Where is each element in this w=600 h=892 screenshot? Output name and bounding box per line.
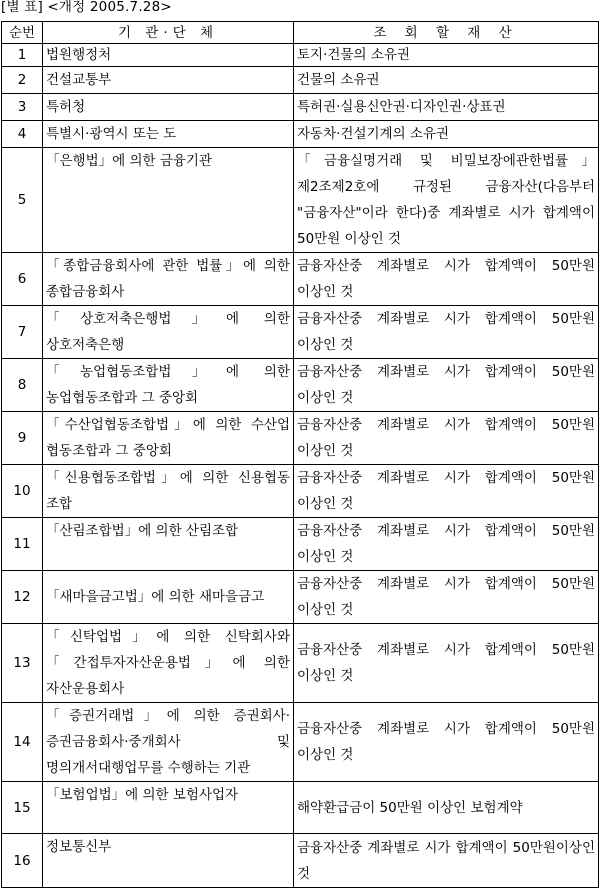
organization-cell: 「상호저축은행법」에 의한 상호저축은행 xyxy=(43,306,294,359)
row-number: 16 xyxy=(2,834,43,888)
organization-cell: 정보통신부 xyxy=(43,834,294,888)
table-row xyxy=(2,624,599,703)
table-row xyxy=(2,121,599,148)
row-number: 6 xyxy=(2,253,43,306)
row-number: 14 xyxy=(2,703,43,782)
inquiry-asset-table xyxy=(1,21,599,888)
asset-cell: 금융자산중 계좌별로 시가 합계액이 50만원 이상인 것 xyxy=(294,253,599,306)
asset-cell: 금융자산중 계좌별로 시가 합계액이 50만원 이상인 것 xyxy=(294,703,599,782)
organization-cell: 「증권거래법」에 의한 증권회사·증권금융회사·중개회사 및 명의개서대행업무를 수행하는 기관 xyxy=(43,703,294,782)
asset-cell: 건물의 소유권 xyxy=(294,67,599,94)
table-row xyxy=(2,782,599,834)
asset-cell: 특허권·실용신안권·디자인권·상표권 xyxy=(294,94,599,121)
organization-cell: 「농업협동조합법」에 의한 농업협동조합과 그 중앙회 xyxy=(43,359,294,412)
organization-cell: 특별시·광역시 또는 도 xyxy=(43,121,294,148)
asset-cell: 금융자산중 계좌별로 시가 합계액이 50만원 이상인 것 xyxy=(294,359,599,412)
row-number: 13 xyxy=(2,624,43,703)
row-number: 9 xyxy=(2,412,43,465)
row-number: 15 xyxy=(2,782,43,834)
table-header-row xyxy=(2,22,599,44)
table-row xyxy=(2,253,599,306)
row-number: 3 xyxy=(2,94,43,121)
table-row xyxy=(2,67,599,94)
organization-cell: 특허청 xyxy=(43,94,294,121)
organization-cell: 「산림조합법」에 의한 산림조합 xyxy=(43,518,294,571)
row-number: 11 xyxy=(2,518,43,571)
table-row xyxy=(2,148,599,253)
row-number: 7 xyxy=(2,306,43,359)
asset-cell: 금융자산중 계좌별로 시가 합계액이 50만원 이상인 것 xyxy=(294,306,599,359)
asset-cell: 금융자산중 계좌별로 시가 합계액이 50만원 이상인 것 xyxy=(294,571,599,624)
organization-cell: 「은행법」에 의한 금융기관 xyxy=(43,148,294,253)
asset-cell: 자동차·건설기계의 소유권 xyxy=(294,121,599,148)
table-row xyxy=(2,518,599,571)
table-row xyxy=(2,571,599,624)
table-row xyxy=(2,359,599,412)
header-number: 순번 xyxy=(2,22,43,44)
row-number: 2 xyxy=(2,67,43,94)
asset-cell: 금융자산중 계좌별로 시가 합계액이 50만원 이상인 것 xyxy=(294,624,599,703)
row-number: 1 xyxy=(2,44,43,67)
table-row xyxy=(2,412,599,465)
organization-cell: 법원행정처 xyxy=(43,44,294,67)
header-organization: 기 관·단 체 xyxy=(43,22,294,44)
asset-cell: 금융자산중 계좌별로 시가 합계액이 50만원이상인 것 xyxy=(294,834,599,888)
asset-cell: 「금융실명거래 및 비밀보장에관한법률」 제2조제2호에 규정된 금융자산(다음부터 "금융자산"이라 한다)중 계좌별로 시가 합계액이 50만원 이상인 것 xyxy=(294,148,599,253)
row-number: 10 xyxy=(2,465,43,518)
table-row xyxy=(2,703,599,782)
annex-caption: [별 표] <개정 2005.7.28> xyxy=(1,0,172,15)
organization-cell: 건설교통부 xyxy=(43,67,294,94)
asset-cell: 해약환급금이 50만원 이상인 보험계약 xyxy=(294,782,599,834)
asset-cell: 금융자산중 계좌별로 시가 합계액이 50만원 이상인 것 xyxy=(294,412,599,465)
header-asset: 조 회 할 재 산 xyxy=(294,22,599,44)
table-row xyxy=(2,44,599,67)
asset-cell: 토지·건물의 소유권 xyxy=(294,44,599,67)
row-number: 5 xyxy=(2,148,43,253)
organization-cell: 「신탁업법」에 의한 신탁회사와 「간접투자자산운용법」에 의한 자산운용회사 xyxy=(43,624,294,703)
organization-cell: 「종합금융회사에 관한 법률」에 의한 종합금융회사 xyxy=(43,253,294,306)
row-number: 12 xyxy=(2,571,43,624)
row-number: 8 xyxy=(2,359,43,412)
table-row xyxy=(2,94,599,121)
table-row xyxy=(2,834,599,888)
organization-cell: 「신용협동조합법」에 의한 신용협동 조합 xyxy=(43,465,294,518)
organization-cell: 「새마을금고법」에 의한 새마을금고 xyxy=(43,571,294,624)
table-row xyxy=(2,465,599,518)
organization-cell: 「보험업법」에 의한 보험사업자 xyxy=(43,782,294,834)
organization-cell: 「수산업협동조합법」에 의한 수산업 협동조합과 그 중앙회 xyxy=(43,412,294,465)
asset-cell: 금융자산중 계좌별로 시가 합계액이 50만원 이상인 것 xyxy=(294,518,599,571)
asset-cell: 금융자산중 계좌별로 시가 합계액이 50만원 이상인 것 xyxy=(294,465,599,518)
table-row xyxy=(2,306,599,359)
row-number: 4 xyxy=(2,121,43,148)
